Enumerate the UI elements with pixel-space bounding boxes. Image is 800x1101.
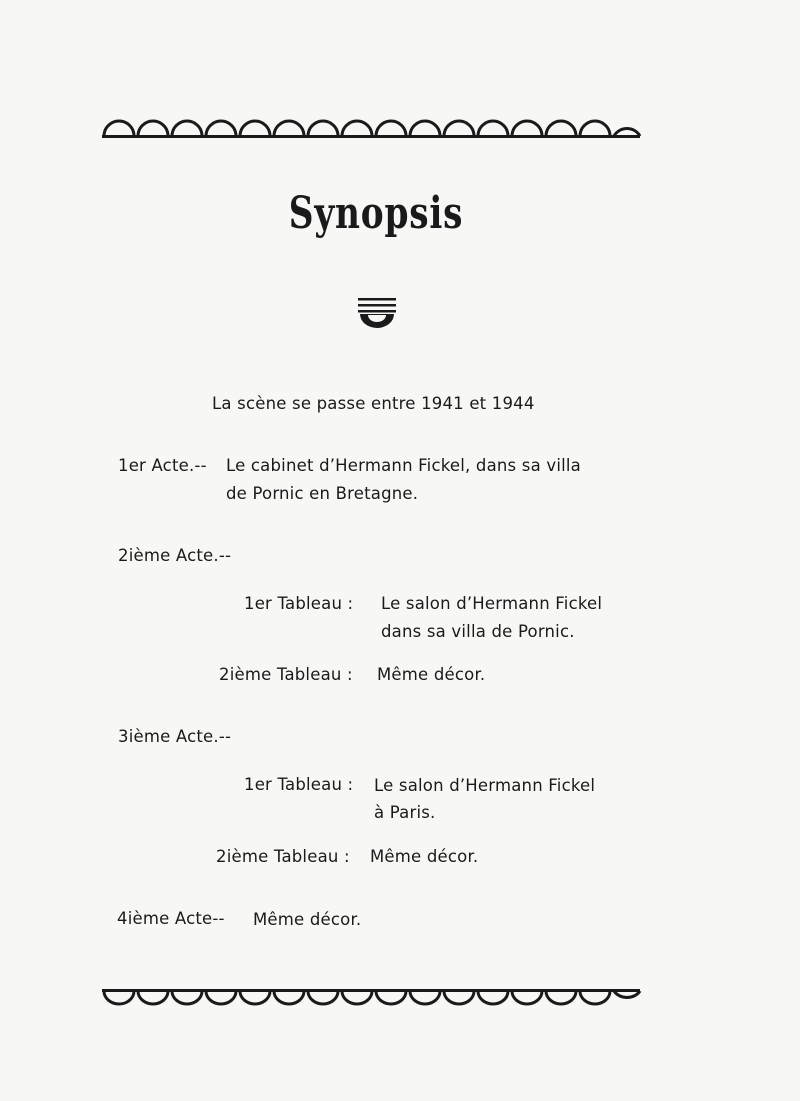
act-2-tableau-1-text-line2: dans sa villa de Pornic.: [381, 622, 575, 641]
ornament-icon: [356, 296, 398, 332]
act-1-text: Le cabinet d’Hermann Fickel, dans sa villa: [226, 456, 581, 475]
act-1-text-line2: de Pornic en Bretagne.: [226, 484, 419, 503]
page-title: Synopsis: [288, 188, 464, 239]
act-3-tableau-1-label: 1er Tableau :: [244, 775, 354, 794]
scalloped-border-top: [100, 110, 642, 146]
act-3-tableau-1-text-line2: à Paris.: [374, 803, 436, 822]
act-2-tableau-1-text: Le salon d’Hermann Fickel: [381, 594, 603, 613]
act-4-text: Même décor.: [253, 910, 362, 929]
act-1-label: 1er Acte.--: [118, 456, 207, 475]
act-4-label: 4ième Acte--: [117, 909, 225, 928]
act-2-label: 2ième Acte.--: [118, 546, 232, 565]
intro-text: La scène se passe entre 1941 et 1944: [212, 394, 535, 413]
scalloped-border-bottom: [100, 982, 642, 1018]
act-3-tableau-2-text: Même décor.: [370, 847, 479, 866]
act-2-tableau-1-label: 1er Tableau :: [244, 594, 354, 613]
act-3-tableau-2-label: 2ième Tableau :: [216, 847, 350, 866]
act-2-tableau-2-text: Même décor.: [377, 665, 486, 684]
act-3-tableau-1-text: Le salon d’Hermann Fickel: [374, 776, 596, 795]
act-3-label: 3ième Acte.--: [118, 727, 232, 746]
act-2-tableau-2-label: 2ième Tableau :: [219, 665, 353, 684]
